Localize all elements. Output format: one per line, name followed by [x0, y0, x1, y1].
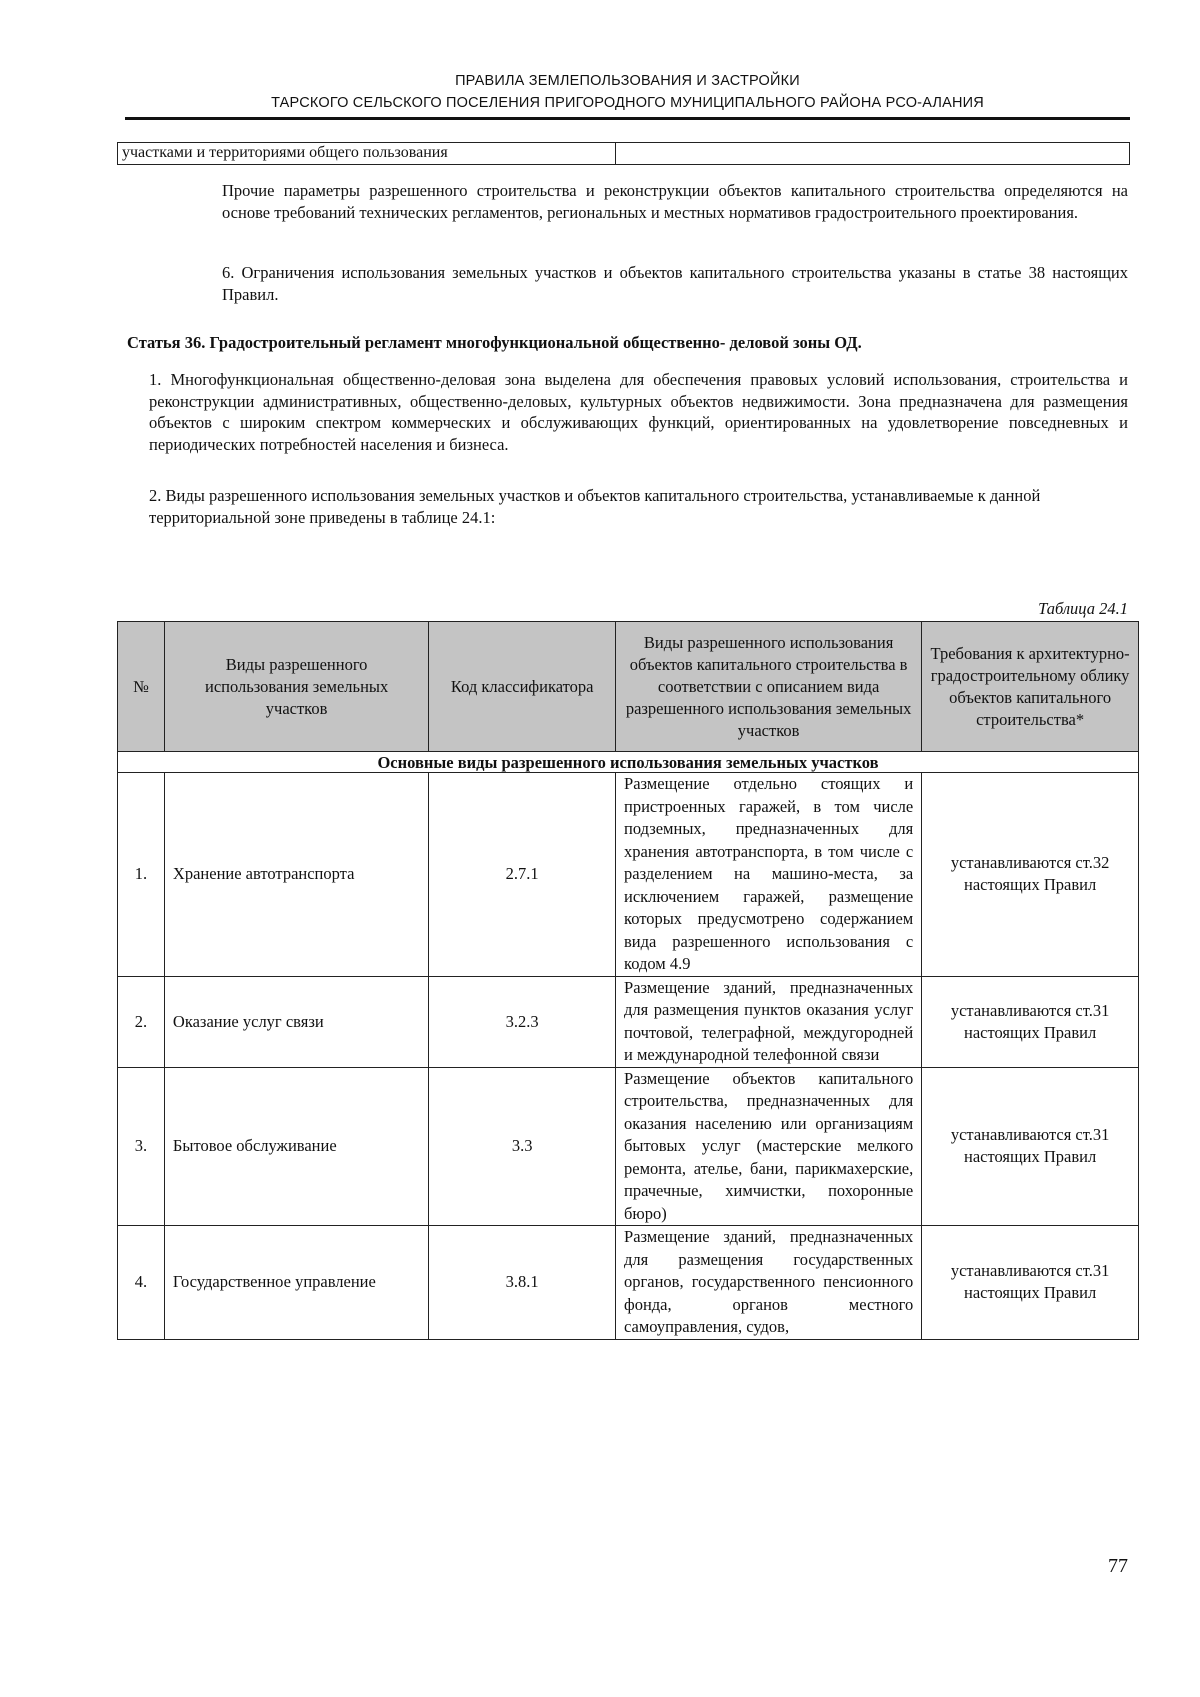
table-row [118, 1067, 1139, 1226]
paragraph-other-parameters [127, 180, 1128, 223]
section-title: Основные виды разрешенного использования земельных участков [118, 752, 1139, 773]
paragraph-text: Прочие параметры разрешенного строительства и реконструкции объектов капитального строительства определяются на основе требований технических регламентов, региональных и местных нормативов градостроительного проектирования. [222, 181, 1128, 222]
table-header-row [118, 622, 1139, 752]
header-rule [125, 117, 1130, 120]
paragraph-permitted-uses [127, 485, 1128, 528]
row-requirements: устанавливаются ст.32 настоящих Правил [922, 773, 1139, 977]
row-classifier-code: 2.7.1 [429, 773, 616, 977]
row-land-use-type: Хранение автотранспорта [164, 773, 428, 977]
header-capital-construction-use: Виды разрешенного использования объектов капитального строительства в соответствии с описанием вида разрешенного использования земельных участков [616, 622, 922, 752]
row-classifier-code: 3.2.3 [429, 976, 616, 1067]
header-land-use-type: Виды разрешенного использования земельных участков [164, 622, 428, 752]
row-number: 4. [118, 1226, 165, 1340]
paragraph-text: 6. Ограничения использования земельных участков и объектов капитального строительства указаны в статье 38 настоящих Правил. [222, 263, 1128, 304]
row-description: Размещение отдельно стоящих и пристроенных гаражей, в том числе подземных, предназначенных для хранения автотранспорта, в том числе с разделением на машино-места, за исключением гаражей, размещение которых предусмотрено содержанием вида разрешенного использования с кодом 4.9 [616, 773, 922, 977]
continued-table-row [117, 142, 1130, 165]
header-architectural-requirements: Требования к архитектурно-градостроительному облику объектов капитального строительства* [922, 622, 1139, 752]
row-land-use-type: Государственное управление [164, 1226, 428, 1340]
permitted-use-table [117, 621, 1139, 1340]
table-caption: Таблица 24.1 [1038, 599, 1128, 618]
row-land-use-type: Бытовое обслуживание [164, 1067, 428, 1226]
table-row [118, 976, 1139, 1067]
row-number: 2. [118, 976, 165, 1067]
paragraph-text: 2. Виды разрешенного использования земельных участков и объектов капитального строительства, устанавливаемые к данной территориальной зоне приведены в таблице 24.1: [149, 486, 1041, 527]
row-land-use-type: Оказание услуг связи [164, 976, 428, 1067]
row-requirements: устанавливаются ст.31 настоящих Правил [922, 1067, 1139, 1226]
row-number: 1. [118, 773, 165, 977]
article-title: Статья 36. Градостроительный регламент многофункциональной общественно- деловой зоны ОД. [127, 333, 862, 352]
table-row [118, 1226, 1139, 1340]
continued-table-cell: участками и территориями общего пользования [118, 143, 616, 164]
row-requirements: устанавливаются ст.31 настоящих Правил [922, 976, 1139, 1067]
page-number: 77 [1108, 1555, 1128, 1577]
row-requirements: устанавливаются ст.31 настоящих Правил [922, 1226, 1139, 1340]
row-classifier-code: 3.3 [429, 1067, 616, 1226]
row-description: Размещение зданий, предназначенных для размещения пунктов оказания услуг почтовой, телеграфной, междугородней и международной телефонной связи [616, 976, 922, 1067]
header-number: № [118, 622, 165, 752]
table-row [118, 773, 1139, 977]
paragraph-zone-description [127, 369, 1128, 455]
running-header-line-2: ТАРСКОГО СЕЛЬСКОГО ПОСЕЛЕНИЯ ПРИГОРОДНОГО МУНИЦИПАЛЬНОГО РАЙОНА РСО-АЛАНИЯ [271, 95, 984, 111]
table-section-row [118, 752, 1139, 773]
row-description: Размещение зданий, предназначенных для размещения государственных органов, государственного пенсионного фонда, органов местного самоуправления, судов, [616, 1226, 922, 1340]
running-header-line-1: ПРАВИЛА ЗЕМЛЕПОЛЬЗОВАНИЯ И ЗАСТРОЙКИ [455, 73, 800, 89]
header-classifier-code: Код классификатора [429, 622, 616, 752]
row-number: 3. [118, 1067, 165, 1226]
paragraph-text: 1. Многофункциональная общественно-деловая зона выделена для обеспечения правовых условий использования, строительства и реконструкции административных, общественно-деловых, культурных объектов недвижимости. Зона предназначена для размещения объектов с широким спектром коммерческих и обслуживающих функций, ориентированных на удовлетворение повседневных и периодических потребностей населения и бизнеса. [149, 370, 1128, 454]
row-description: Размещение объектов капитального строительства, предназначенных для оказания населению или организациям бытовых услуг (мастерские мелкого ремонта, ателье, бани, парикмахерские, прачечные, химчистки, похоронные бюро) [616, 1067, 922, 1226]
row-classifier-code: 3.8.1 [429, 1226, 616, 1340]
paragraph-restrictions [127, 262, 1128, 305]
